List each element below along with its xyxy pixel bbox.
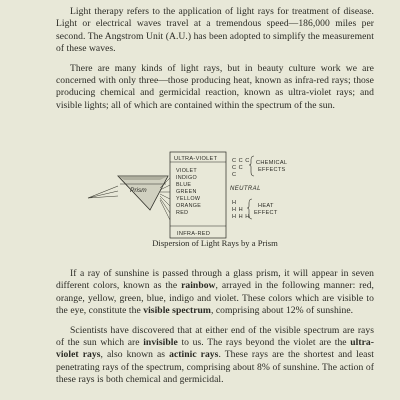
infra-red-label: INFRA-RED (177, 231, 211, 237)
paragraph-invisible-rays: Scientists have discovered that at either end of the visible spectrum are rays of the sun which are invisible to us. The rays beyond the violet are the ultra-violet rays, also known as actinic rays. These rays are the shortest and least penetrating rays of the spectrum, comprising about 8% of sunshine. The action of these rays is both chemical and germicidal. (56, 324, 374, 386)
term-invisible: invisible (143, 337, 178, 349)
spectrum-text (56, 268, 374, 387)
heat-label: HEAT (258, 203, 274, 209)
prism-label: Prism (130, 187, 147, 194)
svg-text:C C: C C (232, 165, 244, 171)
paragraph-light-therapy: Light therapy refers to the application of light rays for treatment of disease. Light or electrical waves travel at a tremendous speed—186,000 miles per second. The Angstrom Unit (A.U.) has been adopted to simplify the measurement of these waves. (56, 6, 374, 55)
term-ultra-violet-rays: ultra-violet rays (56, 337, 374, 361)
prism-dispersion-diagram (80, 148, 340, 240)
term-visible-spectrum: visible spectrum (143, 305, 211, 317)
intro-text (56, 6, 374, 112)
chemical-brace (249, 156, 254, 176)
svg-text:H: H (232, 200, 237, 206)
neutral-label: NEUTRAL (230, 186, 261, 192)
color-violet: VIOLET (176, 168, 197, 174)
paragraph-kinds-of-rays: There are many kinds of light rays, but in beauty culture work we are concerned with only three—those producing heat, known as infra-red rays; those producing chemical and germicidal reaction, known as ultra-violet rays; and visible lights; all of which are contained within the spectrum of the sun. (56, 62, 374, 111)
term-actinic-rays: actinic rays (169, 349, 219, 361)
incoming-rays (88, 186, 118, 198)
color-orange: ORANGE (176, 203, 202, 209)
svg-text:H H H: H H H (232, 214, 250, 220)
spectrum-box (170, 152, 226, 238)
color-red: RED (176, 210, 189, 216)
heat-marks (232, 200, 250, 220)
chemical-marks (232, 158, 250, 178)
effect-label: EFFECT (254, 210, 278, 216)
color-yellow: YELLOW (176, 196, 201, 202)
color-blue: BLUE (176, 182, 192, 188)
svg-text:H H: H H (232, 207, 244, 213)
color-indigo: INDIGO (176, 175, 197, 181)
figure-caption: Dispersion of Light Rays by a Prism (152, 238, 278, 248)
color-green: GREEN (176, 189, 197, 195)
chemical-label: CHEMICAL (256, 160, 288, 166)
term-rainbow: rainbow (181, 280, 216, 292)
color-list (176, 168, 201, 216)
effects-label: EFFECTS (258, 167, 286, 173)
svg-text:C: C (232, 172, 237, 178)
svg-text:C C C: C C C (232, 158, 250, 164)
ultra-violet-label: ULTRA-VIOLET (174, 156, 218, 162)
paragraph-rainbow: If a ray of sunshine is passed through a glass prism, it will appear in seven different colors, known as the rainbow, arrayed in the following manner: red, orange, yellow, green, blue, indigo and violet. These colors which are visible to the eye, constitute the visible spectrum, comprising about 12% of sunshine. (56, 268, 374, 317)
